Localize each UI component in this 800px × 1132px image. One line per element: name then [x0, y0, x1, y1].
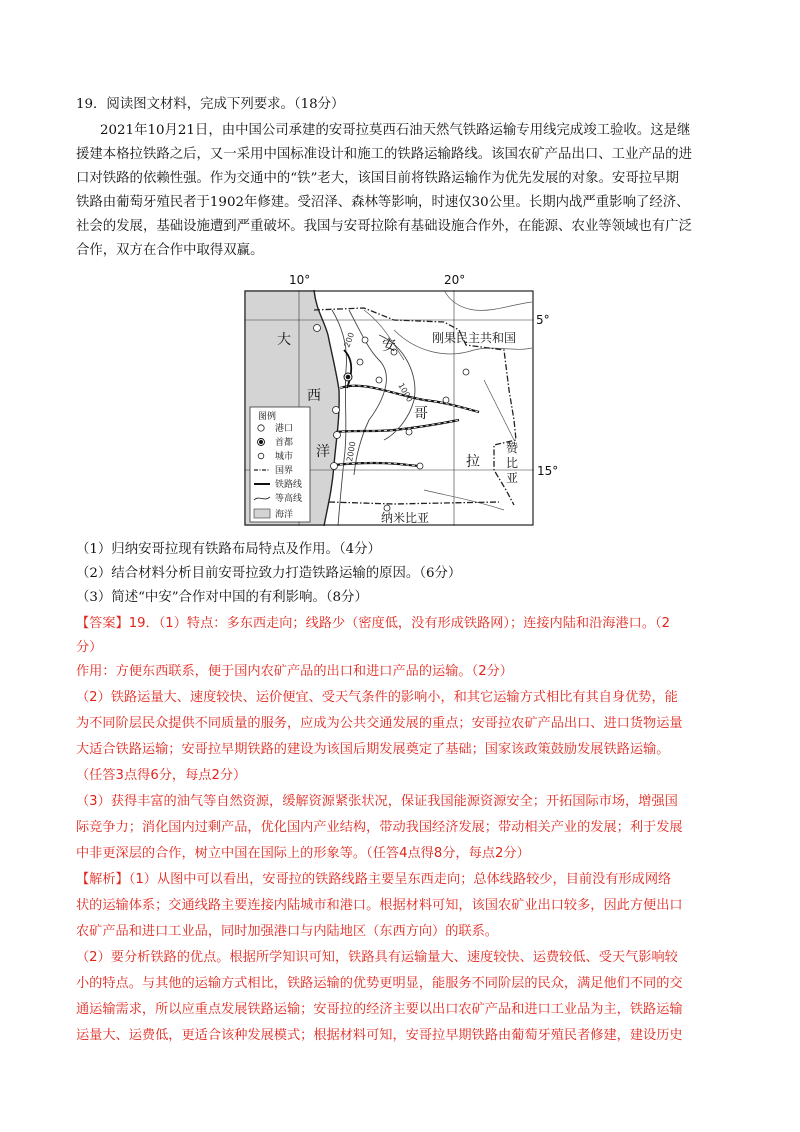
legend-item: 城市 — [275, 452, 294, 462]
material-line: 合作，双方在合作中取得双赢。 — [76, 243, 264, 258]
contour-label: 200 — [342, 331, 357, 349]
analysis-line: 农矿产品和进口工业品，同时加强港口与内陆地区（东西方向）的联系。 — [76, 924, 498, 939]
answer-line: 作用：方便东西联系，便于国内农矿产品的出口和进口产品的运输。（2分） — [76, 664, 513, 679]
answer-line: 为不同阶层民众提供不同质量的服务，应成为公共交通发展的重点；安哥拉农矿产品出口、进口货物运量 — [76, 716, 683, 731]
question-title: 19．阅读图文材料，完成下列要求。（18分） — [76, 97, 345, 112]
sub-question: （2）结合材料分析目前安哥拉致力打造铁路运输的原因。（6分） — [76, 566, 462, 581]
sub-question: （1）归纳安哥拉现有铁路布局特点及作用。（4分） — [76, 542, 381, 557]
country-label: 安 — [382, 338, 396, 354]
material-line: 援建本格拉铁路之后，又一采用中国标准设计和施工的铁路运输路线。该国农矿产品出口、工业产品的进 — [76, 147, 692, 162]
neighbor-label-namibia: 纳米比亚 — [381, 511, 430, 525]
lon-label: 20° — [444, 273, 466, 287]
answer-line: （2）铁路运量大、速度较快、运价便宜、受天气条件的影响小，和其它运输方式相比有其自身优势，能 — [76, 690, 678, 705]
answer-line: （3）获得丰富的油气等自然资源，缓解资源紧张状况，保证我国能源资源安全；开拓国际市场，增强国 — [76, 794, 678, 809]
legend-item: 铁路线 — [275, 480, 303, 490]
contour-label: 1000 — [396, 381, 415, 404]
legend-item: 港口 — [275, 424, 294, 434]
analysis-line: 小的特点。与其他的运输方式相比，铁路运输的优势更明显，能服务不同阶层的民众，满足他们不同的交 — [76, 976, 683, 991]
neighbor-label-zambia: 赞 — [506, 441, 519, 455]
analysis-line: 状的运输体系；交通线路主要连接内陆城市和港口。根据材料可知，该国农矿业出口较多，因此方便出口 — [76, 898, 683, 913]
legend-title: 图例 — [258, 412, 277, 422]
answer-line: 分） — [76, 640, 103, 655]
legend-item: 首都 — [275, 438, 294, 448]
lat-label: 15° — [537, 464, 559, 478]
analysis-line: （2）要分析铁路的优点。根据所学知识可知，铁路具有运输量大、速度较快、运费较低、受天气影响较 — [76, 950, 678, 965]
legend-item: 等高线 — [275, 494, 303, 504]
neighbor-label-congo: 刚果民主共和国 — [432, 331, 517, 345]
material-line: 社会的发展，基础设施遭到严重破坏。我国与安哥拉除有基础设施合作外，在能源、农业等领域也有广泛 — [76, 219, 692, 234]
answer-line: （任答3点得6分，每点2分） — [76, 768, 247, 783]
answer-line: 大适合铁路运输；安哥拉早期铁路的建设为该国后期发展奠定了基础；国家该政策鼓励发展铁路运输。 — [76, 742, 670, 757]
lat-label: 5° — [536, 313, 550, 327]
contour-label: 2000 — [345, 440, 358, 463]
ocean-label: 洋 — [316, 444, 330, 460]
material-line: 口对铁路的依赖性强。作为交通中的“铁”老大，该国目前将铁路运输作为优先发展的对象。安哥拉早期 — [76, 171, 679, 186]
neighbor-label-zambia: 比 — [506, 456, 519, 470]
legend-item: 海洋 — [275, 510, 294, 520]
legend-item: 国界 — [275, 466, 294, 476]
analysis-line: 【解析】（1）从图中可以看出，安哥拉的铁路线路主要呈东西走向；总体线路较少，目前没有形成网络 — [76, 872, 672, 887]
ocean-label: 大 — [277, 332, 291, 348]
material-line: 铁路由葡萄牙殖民者于1902年修建。受沼泽、森林等影响，时速仅30公里。长期内战严重影响了经济、 — [76, 195, 690, 210]
analysis-line: 运量大、运费低，更适合该种发展模式；根据材料可知，安哥拉早期铁路由葡萄牙殖民者修建，建设历史 — [76, 1028, 683, 1043]
country-label: 哥 — [414, 406, 428, 422]
lon-label: 10° — [289, 273, 311, 287]
answer-line: 中非更深层的合作，树立中国在国际上的形象等。（任答4点得8分，每点2分） — [76, 846, 530, 861]
answer-line: 际竞争力；消化国内过剩产品，优化国内产业结构，带动我国经济发展；带动相关产业的发展；利于发展 — [76, 820, 683, 835]
sub-question: （3）简述“中安”合作对中国的有利影响。（8分） — [76, 590, 368, 605]
country-label: 拉 — [466, 454, 480, 470]
material-line: 2021年10月21日，由中国公司承建的安哥拉莫西石油天然气铁路运输专用线完成竣工验收。这是继 — [100, 123, 691, 138]
answer-line: 【答案】19．（1）特点：多东西走向；线路少（密度低，没有形成铁路网）；连接内陆和沿海港口。（2 — [76, 616, 671, 631]
neighbor-label-zambia: 亚 — [506, 471, 519, 485]
ocean-label: 西 — [307, 388, 321, 404]
analysis-line: 通运输需求，所以应重点发展铁路运输；安哥拉的经济主要以出口农矿产品和进口工业品为主，铁路运输 — [76, 1002, 683, 1017]
